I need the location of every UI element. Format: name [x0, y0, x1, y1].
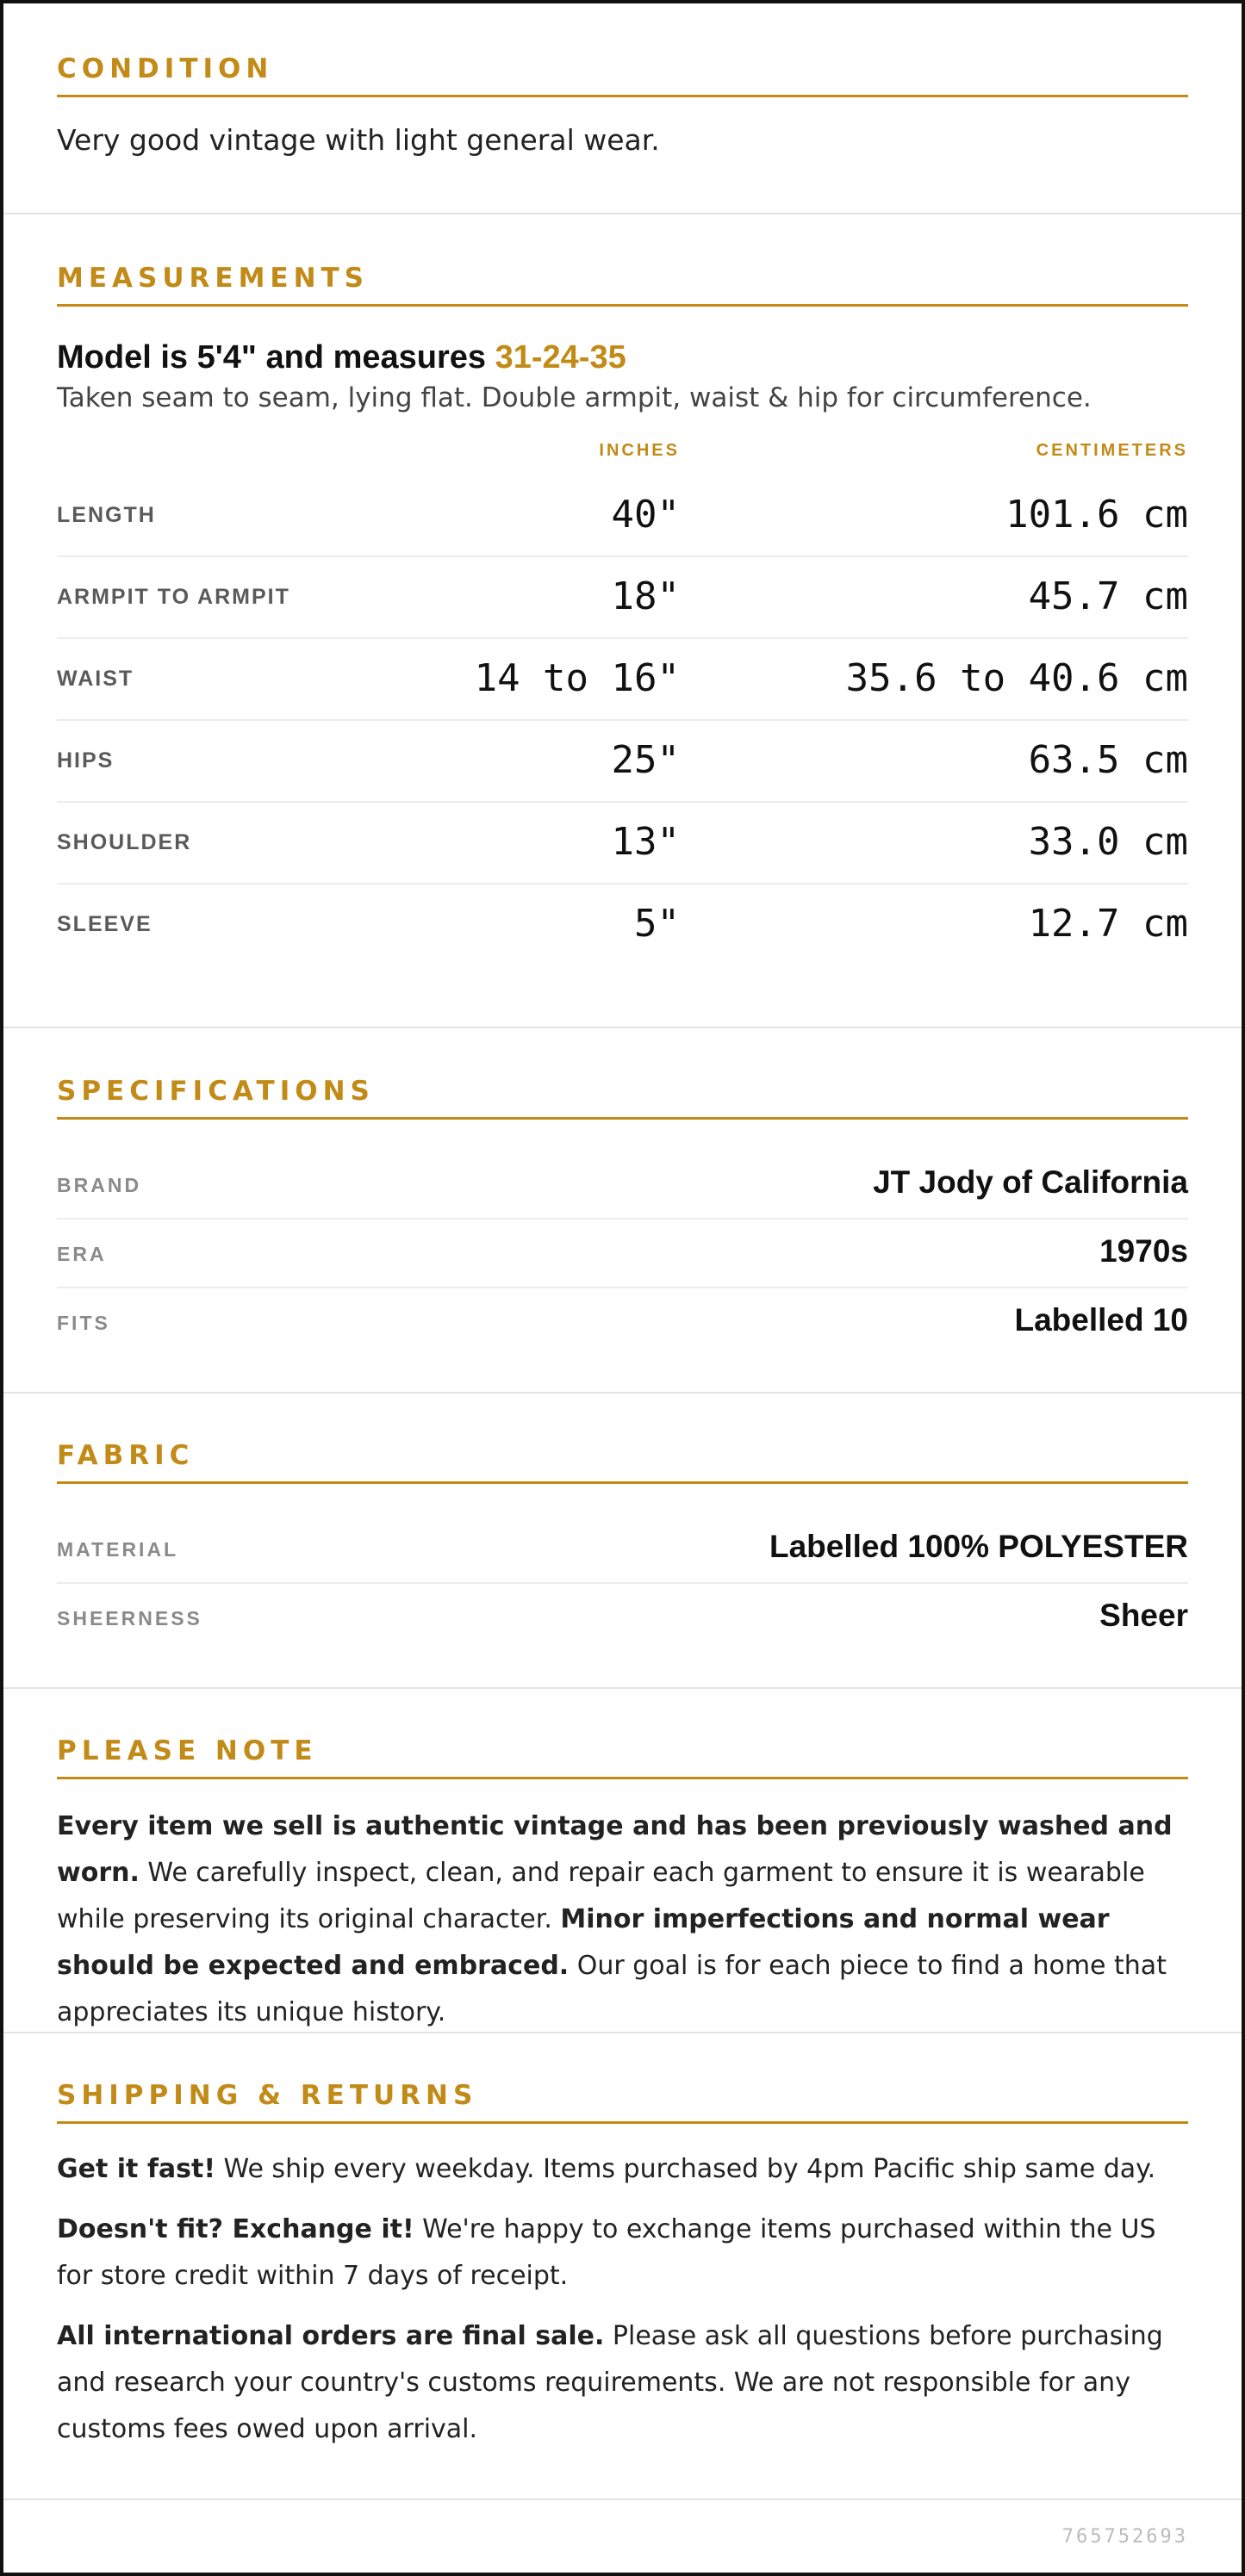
list-item — [57, 1151, 1188, 1220]
fabric-section — [3, 1394, 1242, 1689]
item-code: 765752693 — [1061, 2526, 1188, 2548]
footer — [3, 2498, 1242, 2574]
measurement-cm: 35.6 to 40.6 cm — [845, 656, 1188, 700]
shipping-bold-2: Doesn't fit? Exchange it! — [57, 2214, 414, 2244]
fabric-value: Sheer — [1099, 1598, 1188, 1633]
note-bold-2: Minor imperfections and normal wear should be expected and embraced. — [57, 1904, 1110, 1981]
fabric-key: MATERIAL — [57, 1538, 179, 1561]
shipping-bold-1: Get it fast! — [57, 2154, 215, 2184]
shipping-paragraph-3 — [57, 2313, 1188, 2453]
table-row — [57, 721, 1188, 803]
table-row — [57, 639, 1188, 721]
measurement-inches: 40" — [611, 493, 680, 537]
specifications-section — [3, 1028, 1242, 1394]
shipping-text-1: We ship every weekday. Items purchased by 4pm Pacific ship same day. — [215, 2154, 1156, 2184]
shipping-bold-3: All international orders are final sale. — [57, 2321, 605, 2351]
spec-value: 1970s — [1099, 1233, 1188, 1269]
measurement-inches: 5" — [634, 902, 680, 946]
measurement-inches: 14 to 16" — [474, 656, 680, 700]
measurement-label: SHOULDER — [57, 830, 192, 854]
measurement-cm: 12.7 cm — [1028, 902, 1188, 946]
shipping-returns-section — [3, 2033, 1242, 2498]
model-prefix: Model is 5'4" and measures — [57, 339, 495, 376]
note-text-2: Our goal is for each piece to find a home that appreciates its unique history. — [57, 1951, 1167, 2027]
condition-text: Very good vintage with light general wear. — [57, 123, 660, 157]
measurement-label: ARMPIT TO ARMPIT — [57, 585, 290, 609]
shipping-returns-heading: SHIPPING & RETURNS — [57, 2078, 1188, 2124]
shipping-paragraph-1 — [57, 2146, 1188, 2193]
measurement-cm: 63.5 cm — [1028, 738, 1188, 782]
fabric-heading: FABRIC — [57, 1438, 1188, 1484]
shipping-paragraph-2 — [57, 2207, 1188, 2300]
measurement-inches: 13" — [611, 820, 680, 864]
measurements-table-header — [57, 441, 1188, 475]
measurement-label: WAIST — [57, 667, 134, 691]
column-header-inches: INCHES — [599, 441, 680, 460]
table-row — [57, 475, 1188, 557]
measurement-label: LENGTH — [57, 503, 156, 527]
spec-value: Labelled 10 — [1014, 1302, 1188, 1338]
measurement-inches: 18" — [611, 574, 680, 618]
model-measurements-line — [57, 338, 1188, 377]
spec-key: ERA — [57, 1243, 107, 1265]
spec-value: JT Jody of California — [873, 1164, 1188, 1200]
table-row — [57, 803, 1188, 885]
list-item — [57, 1288, 1188, 1357]
column-header-centimeters: CENTIMETERS — [1036, 441, 1188, 460]
measurements-heading: MEASUREMENTS — [57, 261, 1188, 307]
measurement-inches: 25" — [611, 738, 680, 782]
measurement-cm: 33.0 cm — [1028, 820, 1188, 864]
measurements-table — [57, 475, 1188, 966]
shipping-text-2: We're happy to exchange items purchased within the US for store credit within 7 days of receipt. — [57, 2214, 1156, 2291]
condition-heading: CONDITION — [57, 52, 1188, 97]
measurements-section — [3, 214, 1242, 1028]
list-item — [57, 1220, 1188, 1288]
please-note-text — [57, 1803, 1188, 2036]
note-bold-1: Every item we sell is authentic vintage and has been previously washed and worn. — [57, 1811, 1173, 1888]
fabric-list — [57, 1515, 1188, 1653]
measurement-cm: 45.7 cm — [1028, 574, 1188, 618]
measurement-cm: 101.6 cm — [1005, 493, 1188, 537]
specifications-list — [57, 1151, 1188, 1357]
model-measures: 31-24-35 — [495, 339, 626, 376]
fabric-value: Labelled 100% POLYESTER — [769, 1529, 1188, 1564]
please-note-heading: PLEASE NOTE — [57, 1734, 1188, 1779]
specifications-heading: SPECIFICATIONS — [57, 1074, 1188, 1120]
condition-section — [3, 3, 1242, 214]
list-item — [57, 1584, 1188, 1653]
table-row — [57, 557, 1188, 639]
measurement-label: SLEEVE — [57, 912, 153, 936]
spec-key: BRAND — [57, 1174, 142, 1196]
note-text-1: We carefully inspect, clean, and repair each garment to ensure it is wearable while preserving its original character. — [57, 1858, 1145, 1934]
spec-key: FITS — [57, 1312, 110, 1334]
list-item — [57, 1515, 1188, 1584]
table-row — [57, 885, 1188, 966]
please-note-section — [3, 1689, 1242, 2033]
fabric-key: SHEERNESS — [57, 1607, 202, 1629]
measurement-label: HIPS — [57, 748, 115, 773]
shipping-text-3: Please ask all questions before purchasing and research your country's customs requirements. We are not responsible for any customs fees owed upon arrival. — [57, 2321, 1163, 2444]
measurement-method-note: Taken seam to seam, lying flat. Double armpit, waist & hip for circumference. — [57, 382, 1092, 413]
